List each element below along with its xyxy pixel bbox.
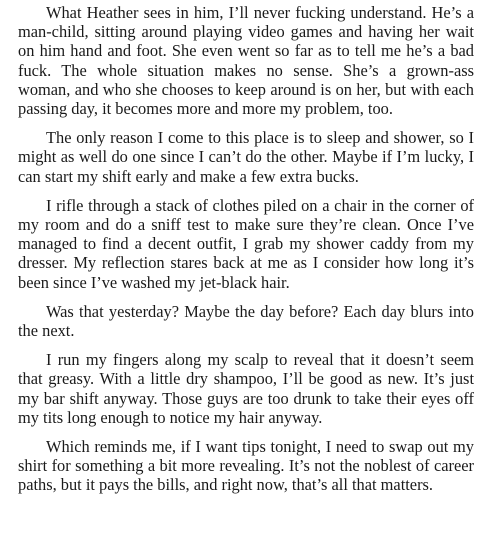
paragraph-4: Was that yesterday? Maybe the day before? Each day blurs into the next. [18, 301, 474, 341]
document-page [18, 3, 474, 505]
paragraph-1: What Heather sees in him, I’ll never fucking understand. He’s a man-child, sitting around playing video games and having her wait on him hand and foot. She even went so far as to tell me he’s a bad fuck. The whole situation makes no sense. She’s a grown-ass woman, and who she chooses to keep around is on her, but with each passing day, it becomes more and more my problem, too. [18, 3, 474, 119]
paragraph-2: The only reason I come to this place is to sleep and shower, so I might as well do one since I can’t do the other. Maybe if I’m lucky, I can start my shift early and make a few extra bucks. [18, 128, 474, 186]
paragraph-3: I rifle through a stack of clothes piled on a chair in the corner of my room and do a sniff test to make sure they’re clean. Once I’ve managed to find a decent outfit, I grab my shower caddy from my dresser. My reflection stares back at me as I consider how long it’s been since I’ve washed my jet-black hair. [18, 195, 474, 292]
paragraph-6: Which reminds me, if I want tips tonight, I need to swap out my shirt for something a bit more revealing. It’s not the noblest of career paths, but it pays the bills, and right now, that’s all that matters. [18, 437, 474, 495]
paragraph-5: I run my fingers along my scalp to reveal that it doesn’t seem that greasy. With a little dry shampoo, I’ll be good as new. It’s just my bar shift anyway. Those guys are too drunk to take their eyes off my tits long enough to notice my hair anyway. [18, 350, 474, 427]
